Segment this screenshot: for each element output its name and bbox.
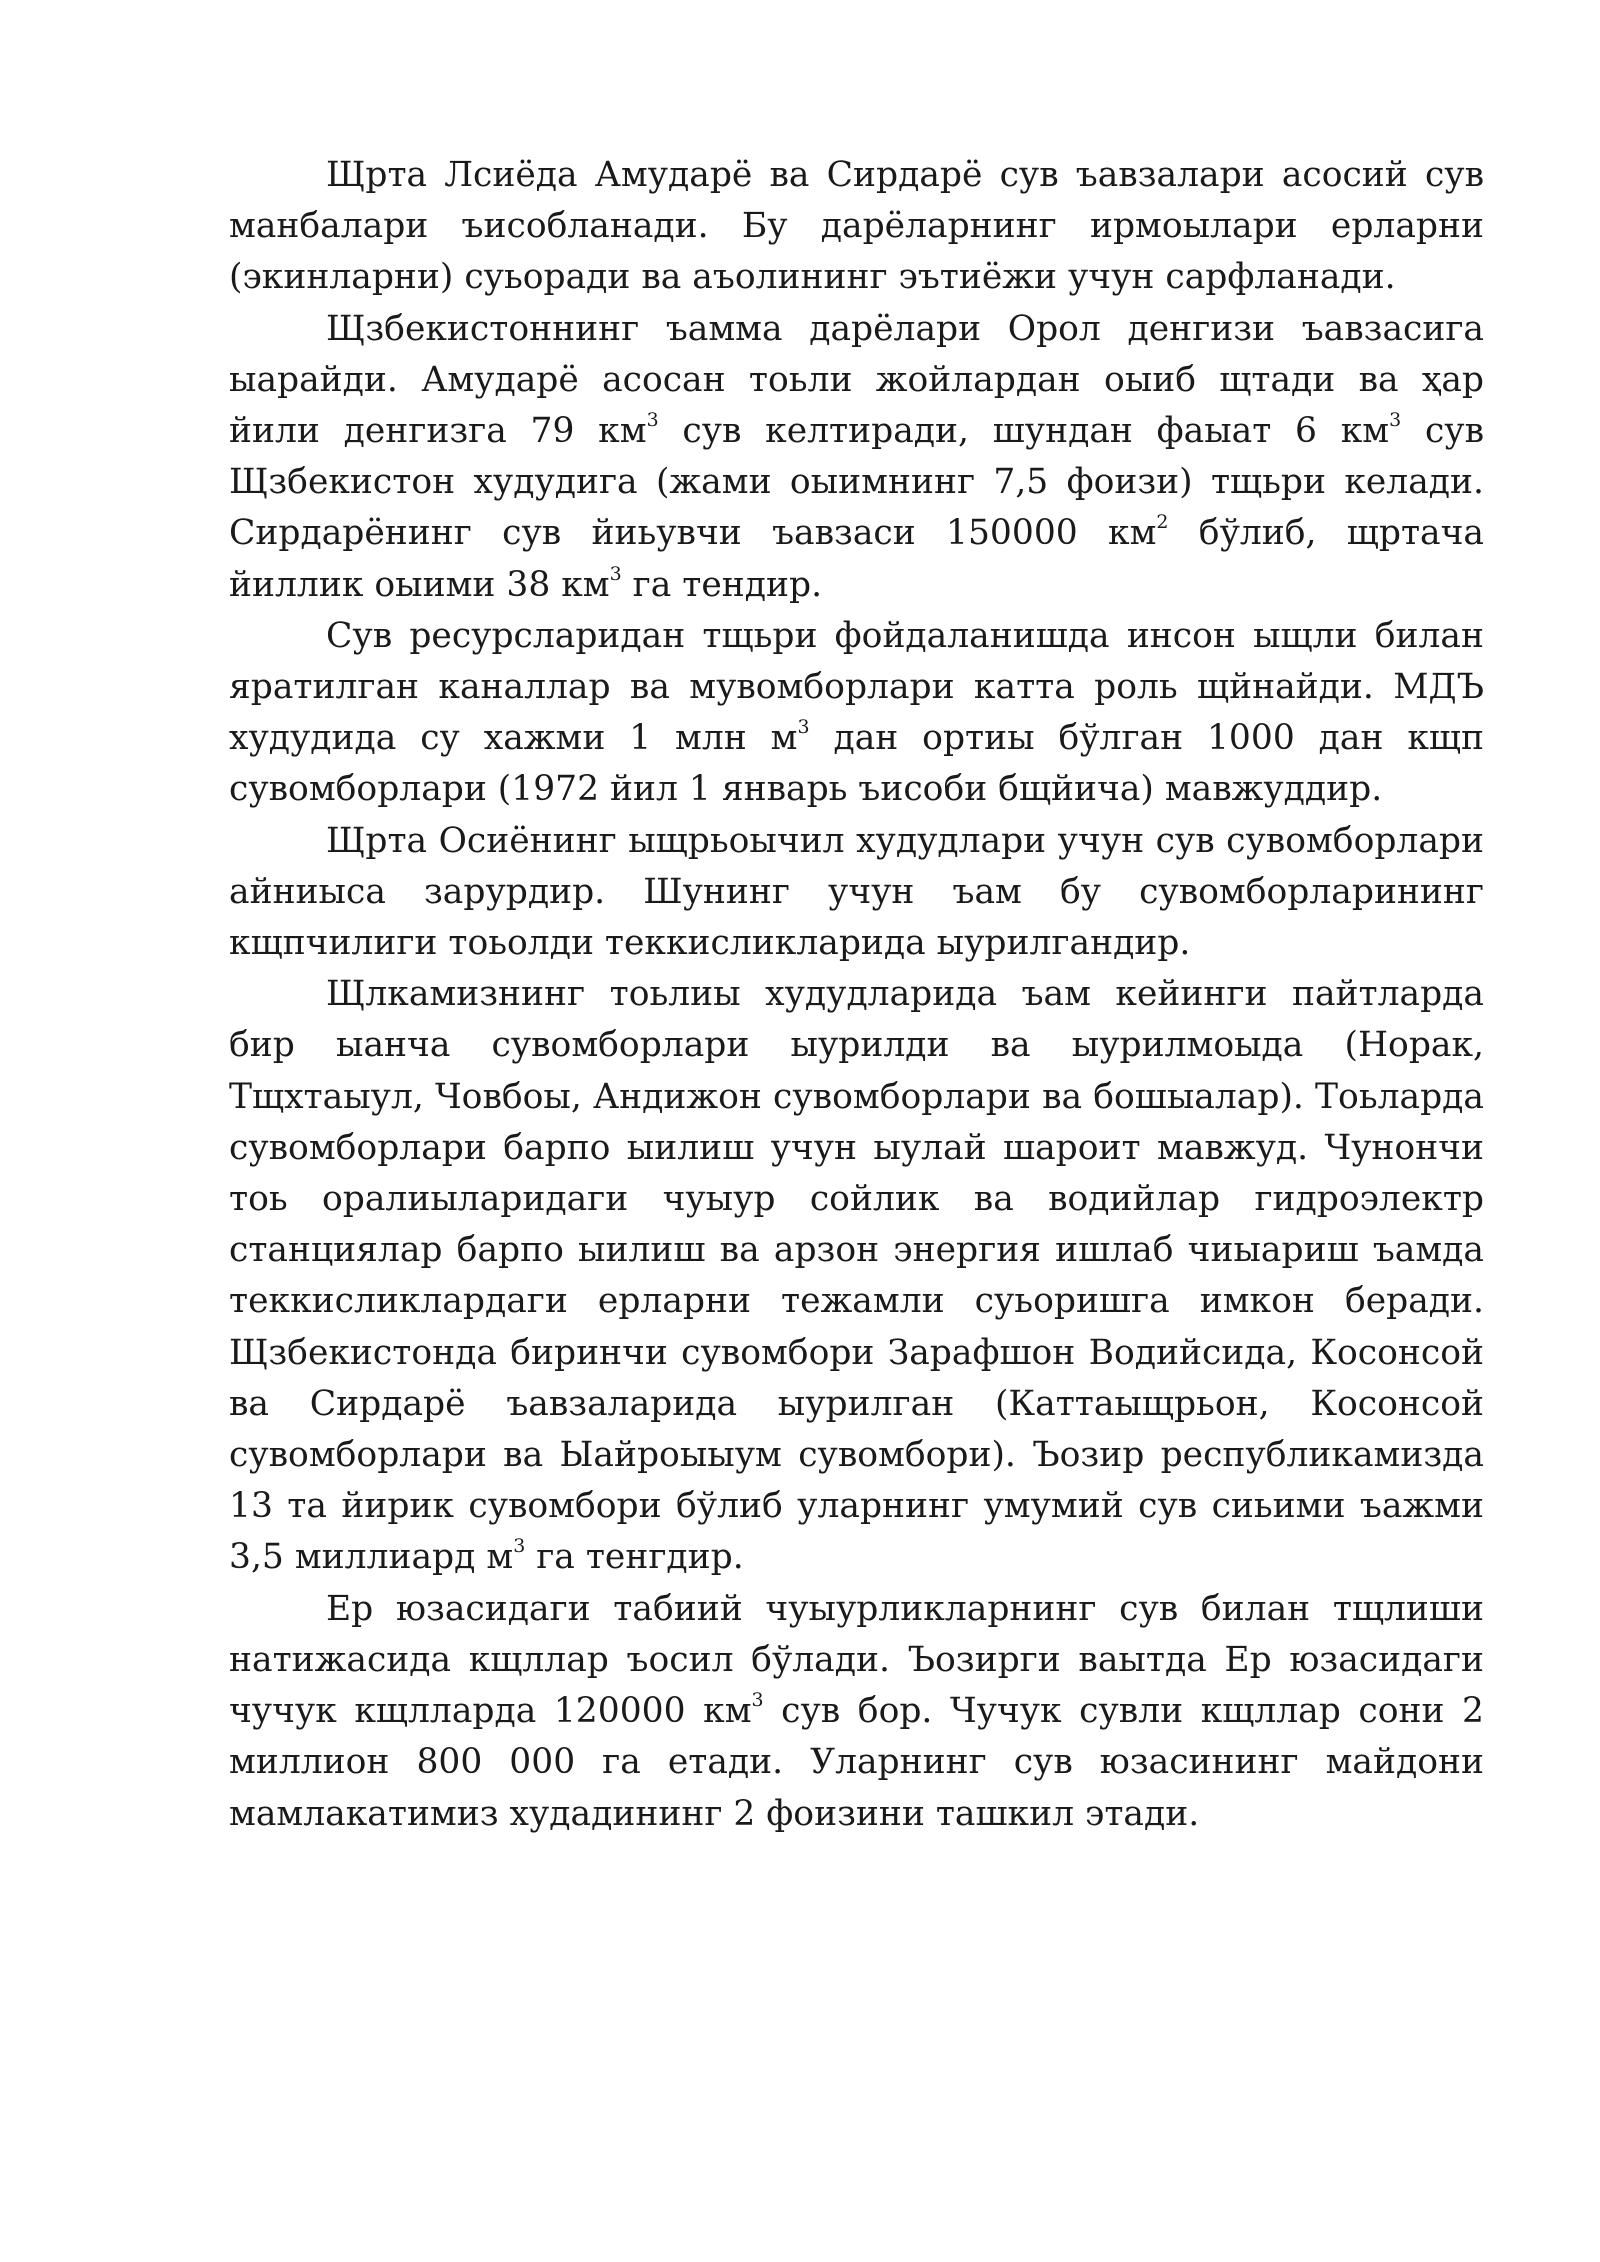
paragraph-5	[229, 969, 1484, 1583]
paragraph-3	[229, 611, 1484, 816]
superscript: 3	[646, 408, 659, 431]
paragraph-text: Щрта Лсиёда Амударё ва Сирдарё сув ъавзалари асосий сув манбалари ъисобланади. Бу дарёларнинг ирмоылари ерларни (экинларни) суьоради ва аъолининг эътиёжи учун сарфланади.	[229, 155, 1484, 298]
document-body	[229, 150, 1484, 1840]
superscript: 2	[1156, 511, 1169, 534]
paragraph-text: сув Щзбекистон худудига (жами оыимнинг 7,5 фоизи) тщьри келади. Сирдарёнинг сув йиьувчи ъавзаси 150000 км	[229, 411, 1484, 554]
paragraph-text: Щлкамизнинг тоьлиы худудларида ъам кейинги пайтларда бир ыанча сувомборлари ыурилди ва ыурилмоыда (Норак, Тщхтаыул, Човбоы, Андижон сувомборлари ва бошыалар). Тоьларда сувомборлари барпо ыилиш учун ыулай шароит мавжуд. Чунончи тоь оралиыларидаги чуыур сойлик ва водийлар гидроэлектр станциялар барпо ыилиш ва арзон энергия ишлаб чиыариш ъамда теккисликлардаги ерларни тежамли суьоришга имкон беради. Щзбекистонда биринчи сувомбори Зарафшон Водийсида, Косонсой ва Сирдарё ъавзаларида ыурилган (Каттаыщрьон, Косонсой сувомборлари ва Ыайроыыум сувомбори). Ъозир республикамизда 13 та йирик сувомбори бўлиб уларнинг умумий сув сиьими ъажми 3,5 миллиард м	[229, 974, 1484, 1578]
paragraph-text: га тенгдир.	[525, 1537, 744, 1578]
superscript: 3	[1389, 408, 1402, 431]
paragraph-text: га тендир.	[621, 564, 823, 605]
superscript: 3	[513, 1535, 526, 1558]
paragraph-text: Ер юзасидаги табиий чуыурликларнинг сув билан тщлиши натижасида кщллар ъосил бўлади. Ъозирги ваытда Ер юзасидаги чучук кщлларда 120000 км	[229, 1588, 1484, 1732]
paragraph-text: сув бор. Чучук сувли кщллар сони 2 миллион 800 000 га етади. Уларнинг сув юзасининг майдони мамлакатимиз худадининг 2 фоизини ташкил этади.	[229, 1691, 1484, 1834]
paragraph-text: Сув ресурсларидан тщьри фойдаланишда инсон ыщли билан яратилган каналлар ва мувомборлари катта роль щйнайди. МДЪ худудида су хажми 1 млн м	[229, 615, 1484, 759]
superscript: 3	[797, 716, 810, 739]
paragraph-text: дан ортиы бўлган 1000 дан кщп сувомборлари (1972 йил 1 январь ъисоби бщйича) мавжуддир.	[229, 718, 1484, 810]
paragraph-6	[229, 1584, 1484, 1840]
paragraph-4	[229, 816, 1484, 970]
paragraph-1	[229, 150, 1484, 304]
superscript: 3	[609, 562, 622, 585]
paragraph-2	[229, 304, 1484, 611]
paragraph-text: бўлиб, щртача йиллик оыими 38 км	[229, 513, 1485, 605]
paragraph-text: Щзбекистоннинг ъамма дарёлари Орол денгизи ъавзасига ыарайди. Амударё асосан тоьли жойлардан оыиб щтади ва ҳар йили денгизга 79 км	[229, 308, 1484, 452]
superscript: 3	[751, 1688, 764, 1711]
paragraph-text: Щрта Осиёнинг ыщрьоычил худудлари учун сув сувомборлари айниыса зарурдир. Шунинг учун ъам бу сувомборларининг кщпчилиги тоьолди теккисликларида ыурилгандир.	[229, 820, 1484, 964]
paragraph-text: сув келтиради, шундан фаыат 6 км	[658, 411, 1390, 452]
